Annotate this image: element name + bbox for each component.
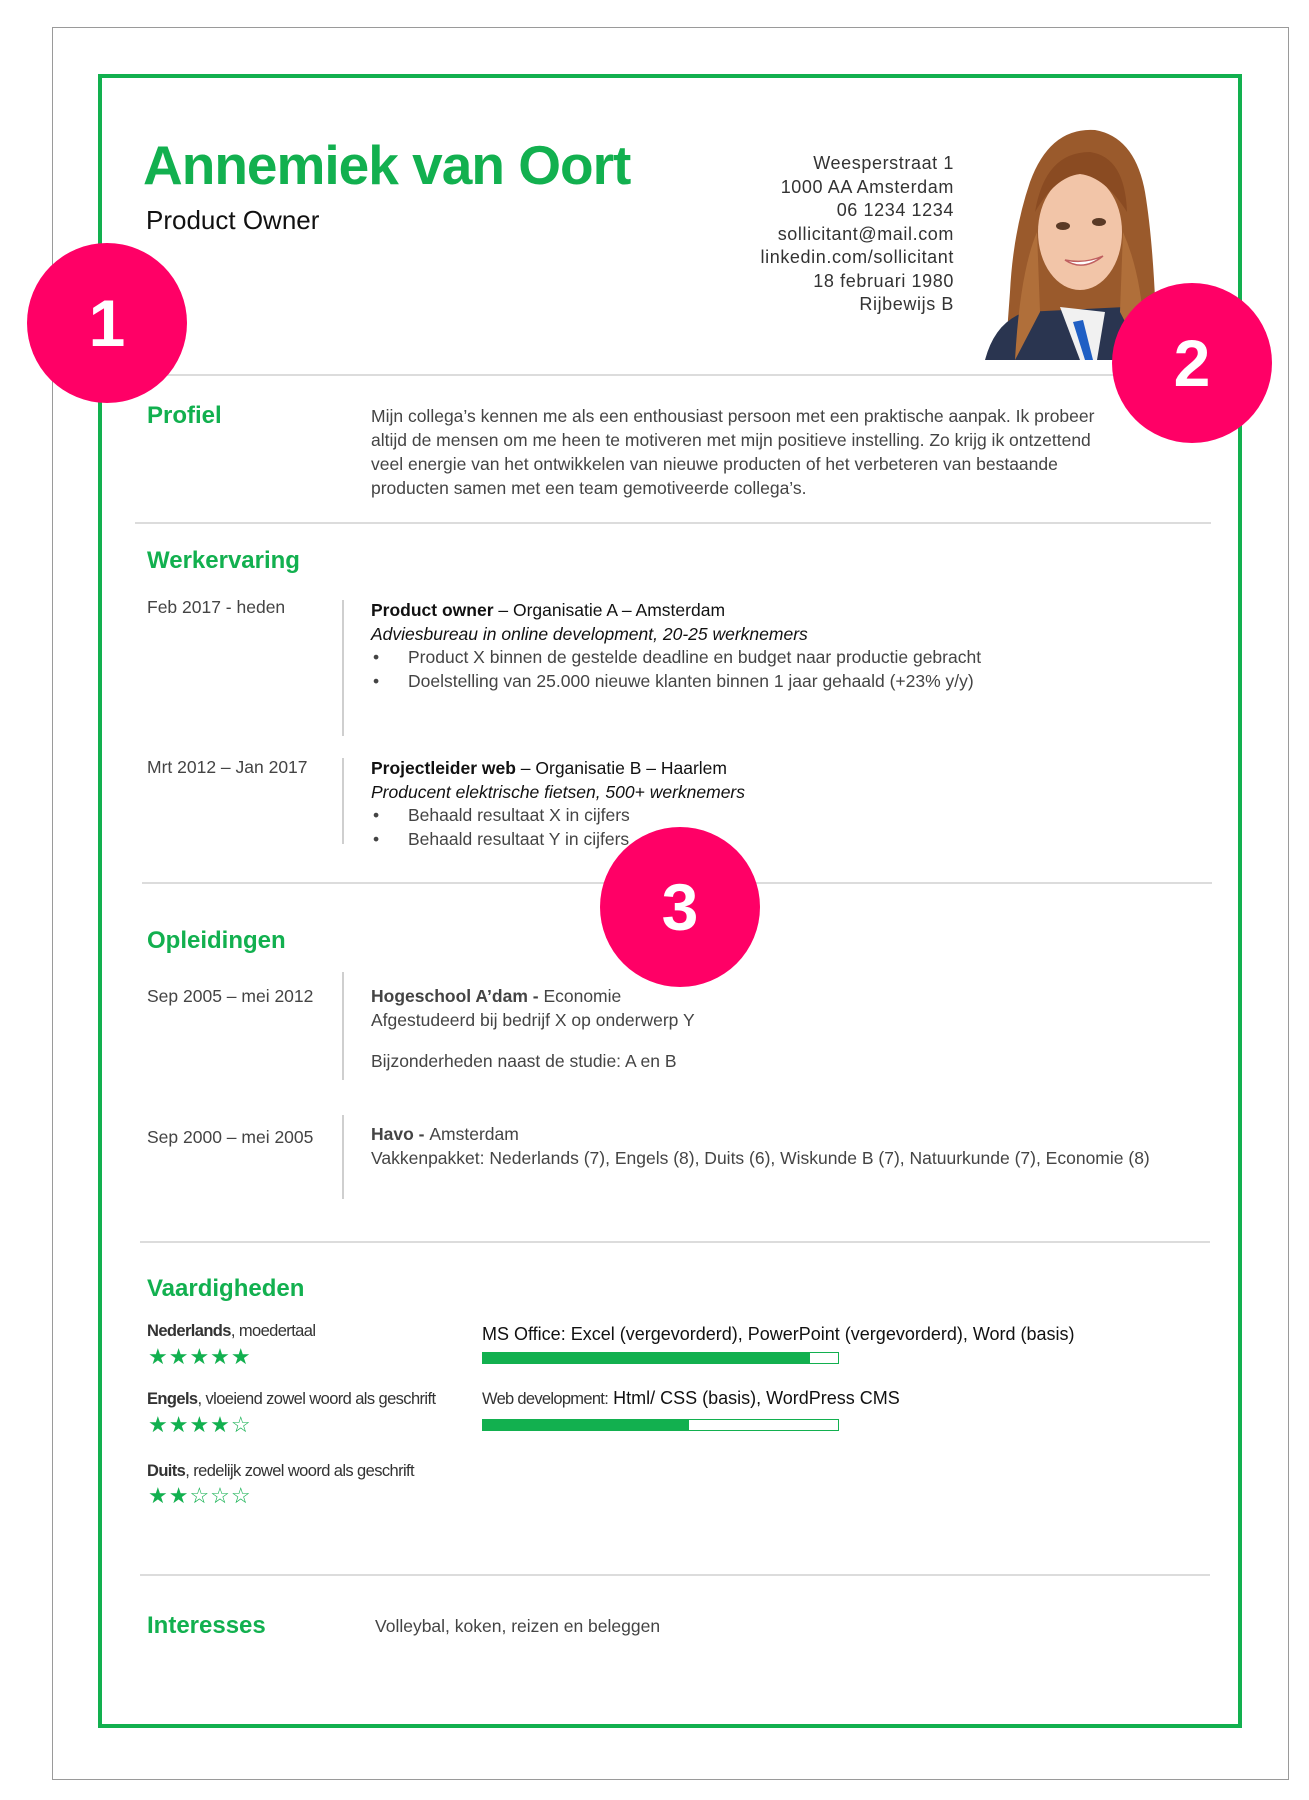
- language-name: Duits: [147, 1462, 186, 1480]
- profile-heading: Profiel: [147, 402, 222, 429]
- skill-label: MS Office: Excel (vergevorderd), PowerPoint (vergevorderd), Word (basis): [482, 1324, 1075, 1344]
- divider-education: [140, 1241, 1210, 1243]
- candidate-name: Annemiek van Oort: [143, 134, 631, 196]
- contact-address: Weesperstraat 1: [813, 153, 954, 173]
- language-name: Engels: [147, 1390, 198, 1408]
- profile-line: Mijn collega’s kennen me als een enthousiast persoon met een praktische aanpak. Ik probeer: [371, 406, 1095, 426]
- job-title: Projectleider web: [371, 758, 516, 778]
- star-rating: ★★☆☆☆: [148, 1483, 252, 1508]
- education-divider: [342, 972, 344, 1080]
- job-bullet: • Doelstelling van 25.000 nieuwe klanten binnen 1 jaar gehaald (+23% y/y): [371, 670, 981, 694]
- language-en: [147, 1390, 435, 1409]
- experience-entry: [371, 599, 981, 693]
- star-rating: ★★★★★: [148, 1344, 252, 1369]
- skill-label: Html/ CSS (basis), WordPress CMS: [608, 1388, 900, 1408]
- contact-phone: 06 1234 1234: [836, 200, 954, 220]
- divider-header: [135, 374, 1215, 376]
- school-program: Economie: [543, 986, 622, 1006]
- skill-bar-fill: [483, 1420, 689, 1430]
- profile-text: [371, 404, 1191, 500]
- annotation-badge-2: 2: [1112, 283, 1272, 443]
- job-organisation: – Organisatie B – Haarlem: [515, 758, 727, 778]
- star-rating: ★★★★☆: [148, 1412, 252, 1437]
- skill-web-dev: [482, 1388, 900, 1409]
- education-heading: Opleidingen: [147, 927, 286, 954]
- school-detail: Afgestudeerd bij bedrijf X op onderwerp Y: [371, 1009, 695, 1030]
- contact-city: 1000 AA Amsterdam: [780, 176, 954, 197]
- contact-block: [761, 152, 954, 317]
- school-extra: Bijzonderheden naast de studie: A en B: [371, 1051, 677, 1071]
- language-de: [147, 1462, 414, 1481]
- profile-line: altijd de mensen om me heen te motiveren met mijn positieve instelling. Zo krijg ik ontzettend: [371, 430, 1091, 450]
- language-level: , redelijk zowel woord als geschrift: [185, 1462, 415, 1480]
- job-bullet: • Behaald resultaat Y in cijfers: [371, 828, 745, 852]
- interests-text: Volleybal, koken, reizen en beleggen: [375, 1616, 661, 1636]
- skill-prefix: Web development:: [482, 1390, 609, 1408]
- school-program: Amsterdam: [429, 1124, 519, 1144]
- profile-line: veel energie van het ontwikkelen van nieuwe producten of het verbeteren van bestaande: [371, 454, 1058, 474]
- experience-heading: Werkervaring: [147, 547, 300, 574]
- job-title: Product owner: [371, 600, 494, 620]
- experience-date: Mrt 2012 – Jan 2017: [147, 757, 308, 777]
- annotation-badge-1: 1: [27, 243, 187, 403]
- divider-profile: [135, 522, 1211, 524]
- experience-divider: [342, 600, 344, 736]
- education-divider: [342, 1115, 344, 1199]
- skill-bar-fill: [483, 1353, 810, 1363]
- skill-bar-ms-office: [482, 1352, 839, 1364]
- language-nl: [147, 1322, 315, 1341]
- interests-heading: Interesses: [147, 1612, 266, 1639]
- job-subtitle: Producent elektrische fietsen, 500+ werknemers: [371, 781, 746, 802]
- education-date: Sep 2005 – mei 2012: [147, 986, 314, 1006]
- divider-skills: [140, 1574, 1210, 1576]
- profile-line: producten samen met een team gemotiveerde collega’s.: [371, 478, 807, 498]
- school-name: Havo -: [371, 1124, 430, 1144]
- experience-divider: [342, 758, 344, 844]
- language-level: , vloeiend zowel woord als geschrift: [197, 1390, 436, 1408]
- skill-ms-office: [482, 1324, 1075, 1345]
- job-bullet: • Product X binnen de gestelde deadline en budget naar productie gebracht: [371, 646, 981, 670]
- job-subtitle: Adviesbureau in online development, 20-25 werknemers: [371, 623, 808, 644]
- skill-bar-web-dev: [482, 1419, 839, 1431]
- job-organisation: – Organisatie A – Amsterdam: [493, 600, 726, 620]
- experience-date: Feb 2017 - heden: [147, 597, 286, 617]
- education-entry: [371, 1123, 1150, 1170]
- education-entry: [371, 985, 695, 1074]
- education-date: Sep 2000 – mei 2005: [147, 1127, 314, 1147]
- contact-linkedin: linkedin.com/sollicitant: [760, 247, 954, 267]
- contact-license: Rijbewijs B: [859, 294, 954, 314]
- candidate-role: Product Owner: [146, 205, 320, 235]
- skills-heading: Vaardigheden: [147, 1275, 305, 1302]
- school-name: Hogeschool A’dam -: [371, 986, 544, 1006]
- contact-birthdate: 18 februari 1980: [813, 270, 954, 291]
- language-level: , moedertaal: [230, 1322, 316, 1340]
- language-name: Nederlands: [147, 1322, 231, 1340]
- annotation-badge-3: 3: [600, 827, 760, 987]
- contact-email: sollicitant@mail.com: [777, 223, 954, 244]
- school-detail: Vakkenpakket: Nederlands (7), Engels (8), Duits (6), Wiskunde B (7), Natuurkunde (7), Economie (8): [371, 1147, 1150, 1168]
- job-bullet: • Behaald resultaat X in cijfers: [371, 804, 745, 828]
